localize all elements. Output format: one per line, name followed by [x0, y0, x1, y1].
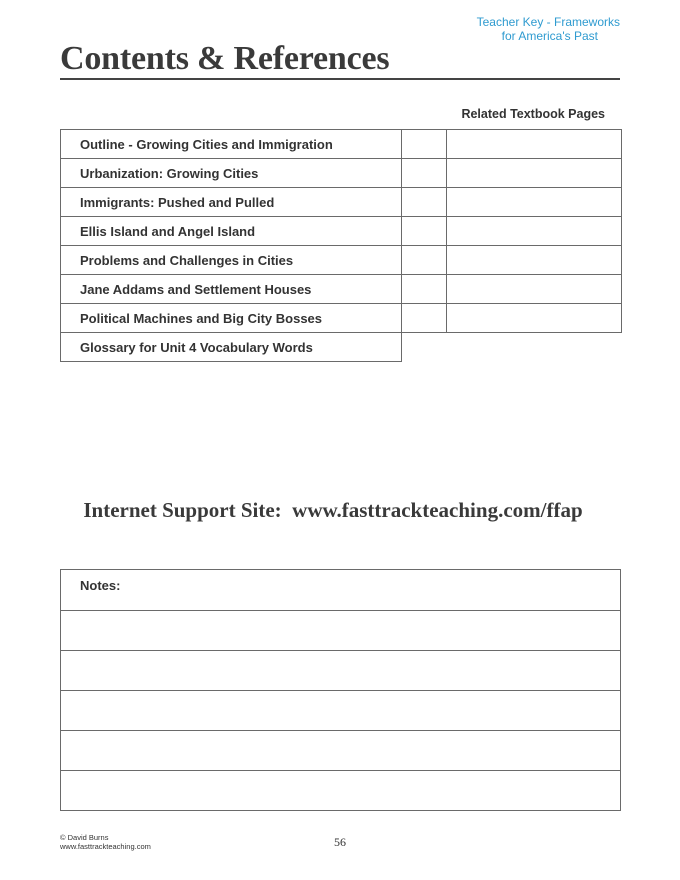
page-cell[interactable]	[447, 188, 622, 217]
page-title: Contents & References	[60, 40, 390, 77]
internet-support-site: Internet Support Site: www.fasttrackteaching.com/ffap	[83, 498, 583, 522]
topic-cell: Political Machines and Big City Bosses	[61, 304, 402, 333]
notes-line[interactable]	[61, 730, 620, 770]
page-cell[interactable]	[402, 217, 447, 246]
table-row	[61, 333, 622, 362]
page-cell[interactable]	[402, 275, 447, 304]
footer-copyright: © David Burns	[60, 833, 109, 842]
page-cell[interactable]	[447, 304, 622, 333]
header-line-2: for America's Past	[501, 29, 598, 43]
table-row	[61, 275, 622, 304]
topic-cell: Problems and Challenges in Cities	[61, 246, 402, 275]
page-number: 56	[334, 835, 346, 849]
topic-cell: Immigrants: Pushed and Pulled	[61, 188, 402, 217]
title-divider	[60, 78, 620, 80]
table-row	[61, 188, 622, 217]
table-row	[61, 304, 622, 333]
notes-line[interactable]	[61, 610, 620, 650]
page-cell[interactable]	[447, 130, 622, 159]
related-textbook-pages-heading: Related Textbook Pages	[461, 107, 605, 121]
topic-cell: Urbanization: Growing Cities	[61, 159, 402, 188]
footer-website: www.fasttrackteaching.com	[60, 842, 151, 851]
notes-line[interactable]	[61, 650, 620, 690]
table-row	[61, 159, 622, 188]
topic-cell: Jane Addams and Settlement Houses	[61, 275, 402, 304]
contents-table	[60, 129, 622, 362]
page-cell[interactable]	[402, 188, 447, 217]
notes-line[interactable]	[61, 770, 620, 810]
page-cell[interactable]	[402, 304, 447, 333]
page-cell[interactable]	[447, 159, 622, 188]
table-row	[61, 246, 622, 275]
notes-label: Notes:	[80, 578, 121, 593]
notes-line[interactable]	[61, 570, 620, 610]
header-key	[400, 15, 620, 43]
page-cell[interactable]	[447, 217, 622, 246]
table-row	[61, 217, 622, 246]
page-cell[interactable]	[402, 246, 447, 275]
header-line-1: Teacher Key - Frameworks	[476, 15, 620, 29]
table-row	[61, 130, 622, 159]
page-cell[interactable]	[447, 275, 622, 304]
topic-cell: Ellis Island and Angel Island	[61, 217, 402, 246]
topic-cell: Outline - Growing Cities and Immigration	[61, 130, 402, 159]
topic-cell: Glossary for Unit 4 Vocabulary Words	[61, 333, 402, 362]
page-cell[interactable]	[402, 130, 447, 159]
notes-line[interactable]	[61, 690, 620, 730]
notes-box	[60, 569, 621, 811]
page-cell[interactable]	[447, 246, 622, 275]
page-cell[interactable]	[402, 159, 447, 188]
